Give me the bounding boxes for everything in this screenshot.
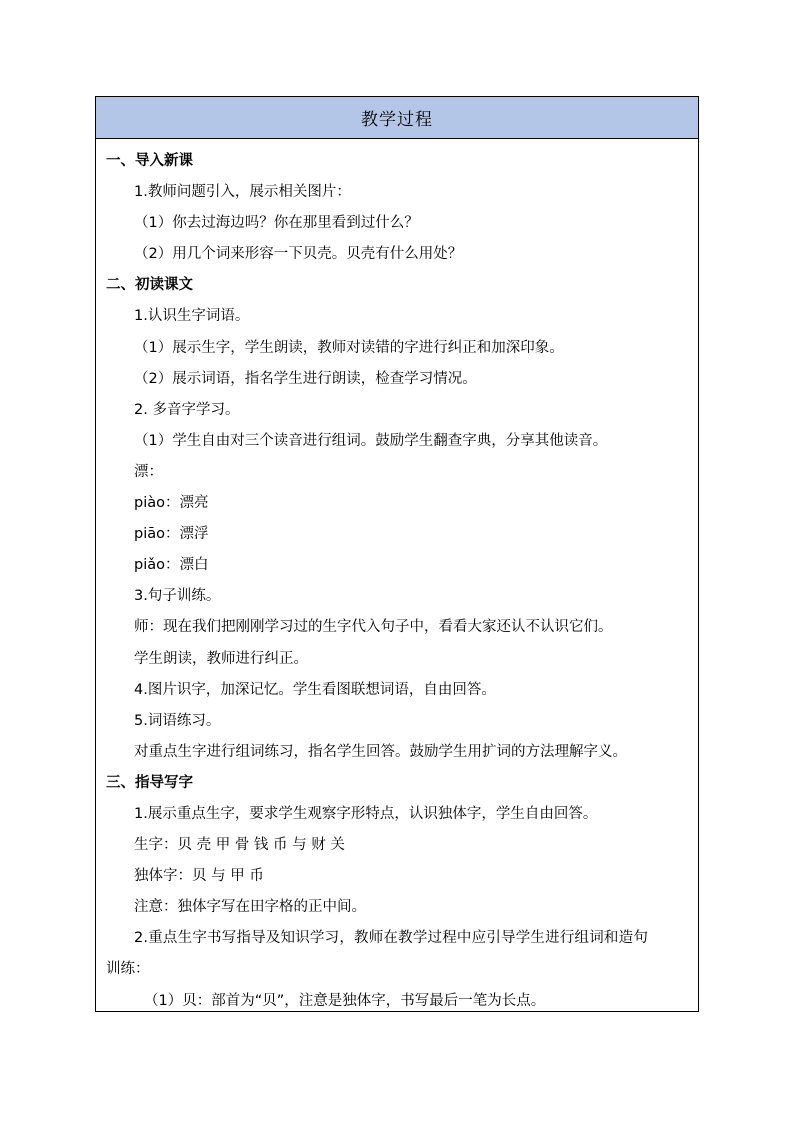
- content-line: 训练：: [106, 961, 150, 978]
- content-line: piāo：漂浮: [134, 526, 209, 543]
- section-heading: 二、初读课文: [106, 277, 193, 294]
- content-line: 2.重点生字书写指导及知识学习，教师在教学过程中应引导学生进行组词和造句: [134, 930, 649, 947]
- content-line: 5.词语练习。: [134, 712, 221, 729]
- page-title: 教学过程: [361, 110, 433, 130]
- section-heading: 一、导入新课: [106, 153, 193, 169]
- content-line: （1）学生自由对三个读音进行组词。鼓励学生翻查字典，分享其他读音。: [134, 432, 608, 449]
- content-line: 1.教师问题引入，展示相关图片：: [134, 184, 351, 201]
- content-line: （2）用几个词来形容一下贝壳。贝壳有什么用处？: [134, 246, 463, 263]
- content-line: （2）展示词语，指名学生进行朗读，检查学习情况。: [134, 370, 477, 387]
- content-line: 4.图片识字，加深记忆。学生看图联想词语，自由回答。: [134, 681, 496, 698]
- content-line: 师：现在我们把刚刚学习过的生字代入句子中，看看大家还认不认识它们。: [134, 619, 613, 636]
- content-line: 独体字：贝 与 甲 币: [134, 868, 264, 885]
- lesson-table: [95, 96, 699, 1012]
- lesson-content: [96, 139, 698, 1017]
- content-line: 漂：: [134, 463, 163, 480]
- content-line: 3.句子训练。: [134, 588, 221, 605]
- content-line: 1.认识生字词语。: [134, 308, 250, 325]
- content-line: （1）你去过海边吗？你在那里看到过什么？: [134, 215, 419, 232]
- content-line: 注意：独体字写在田字格的正中间。: [134, 899, 366, 916]
- content-line: （1）展示生字，学生朗读，教师对读错的字进行纠正和加深印象。: [134, 339, 564, 356]
- content-line: piào：漂亮: [134, 495, 209, 512]
- content-line: （1）贝：部首为“贝”，注意是独体字，书写最后一笔为长点。: [144, 992, 546, 1009]
- table-header: [96, 97, 698, 139]
- content-line: 生字：贝 壳 甲 骨 钱 币 与 财 关: [134, 837, 345, 854]
- content-line: 对重点生字进行组词练习，指名学生回答。鼓励学生用扩词的方法理解字义。: [134, 743, 627, 760]
- content-line: piǎo：漂白: [134, 557, 209, 574]
- content-line: 学生朗读，教师进行纠正。: [134, 650, 308, 667]
- section-heading: 三、指导写字: [106, 774, 193, 791]
- content-line: 1.展示重点生字，要求学生观察字形特点，认识独体字，学生自由回答。: [134, 805, 598, 822]
- content-line: 2. 多音字学习。: [134, 401, 240, 418]
